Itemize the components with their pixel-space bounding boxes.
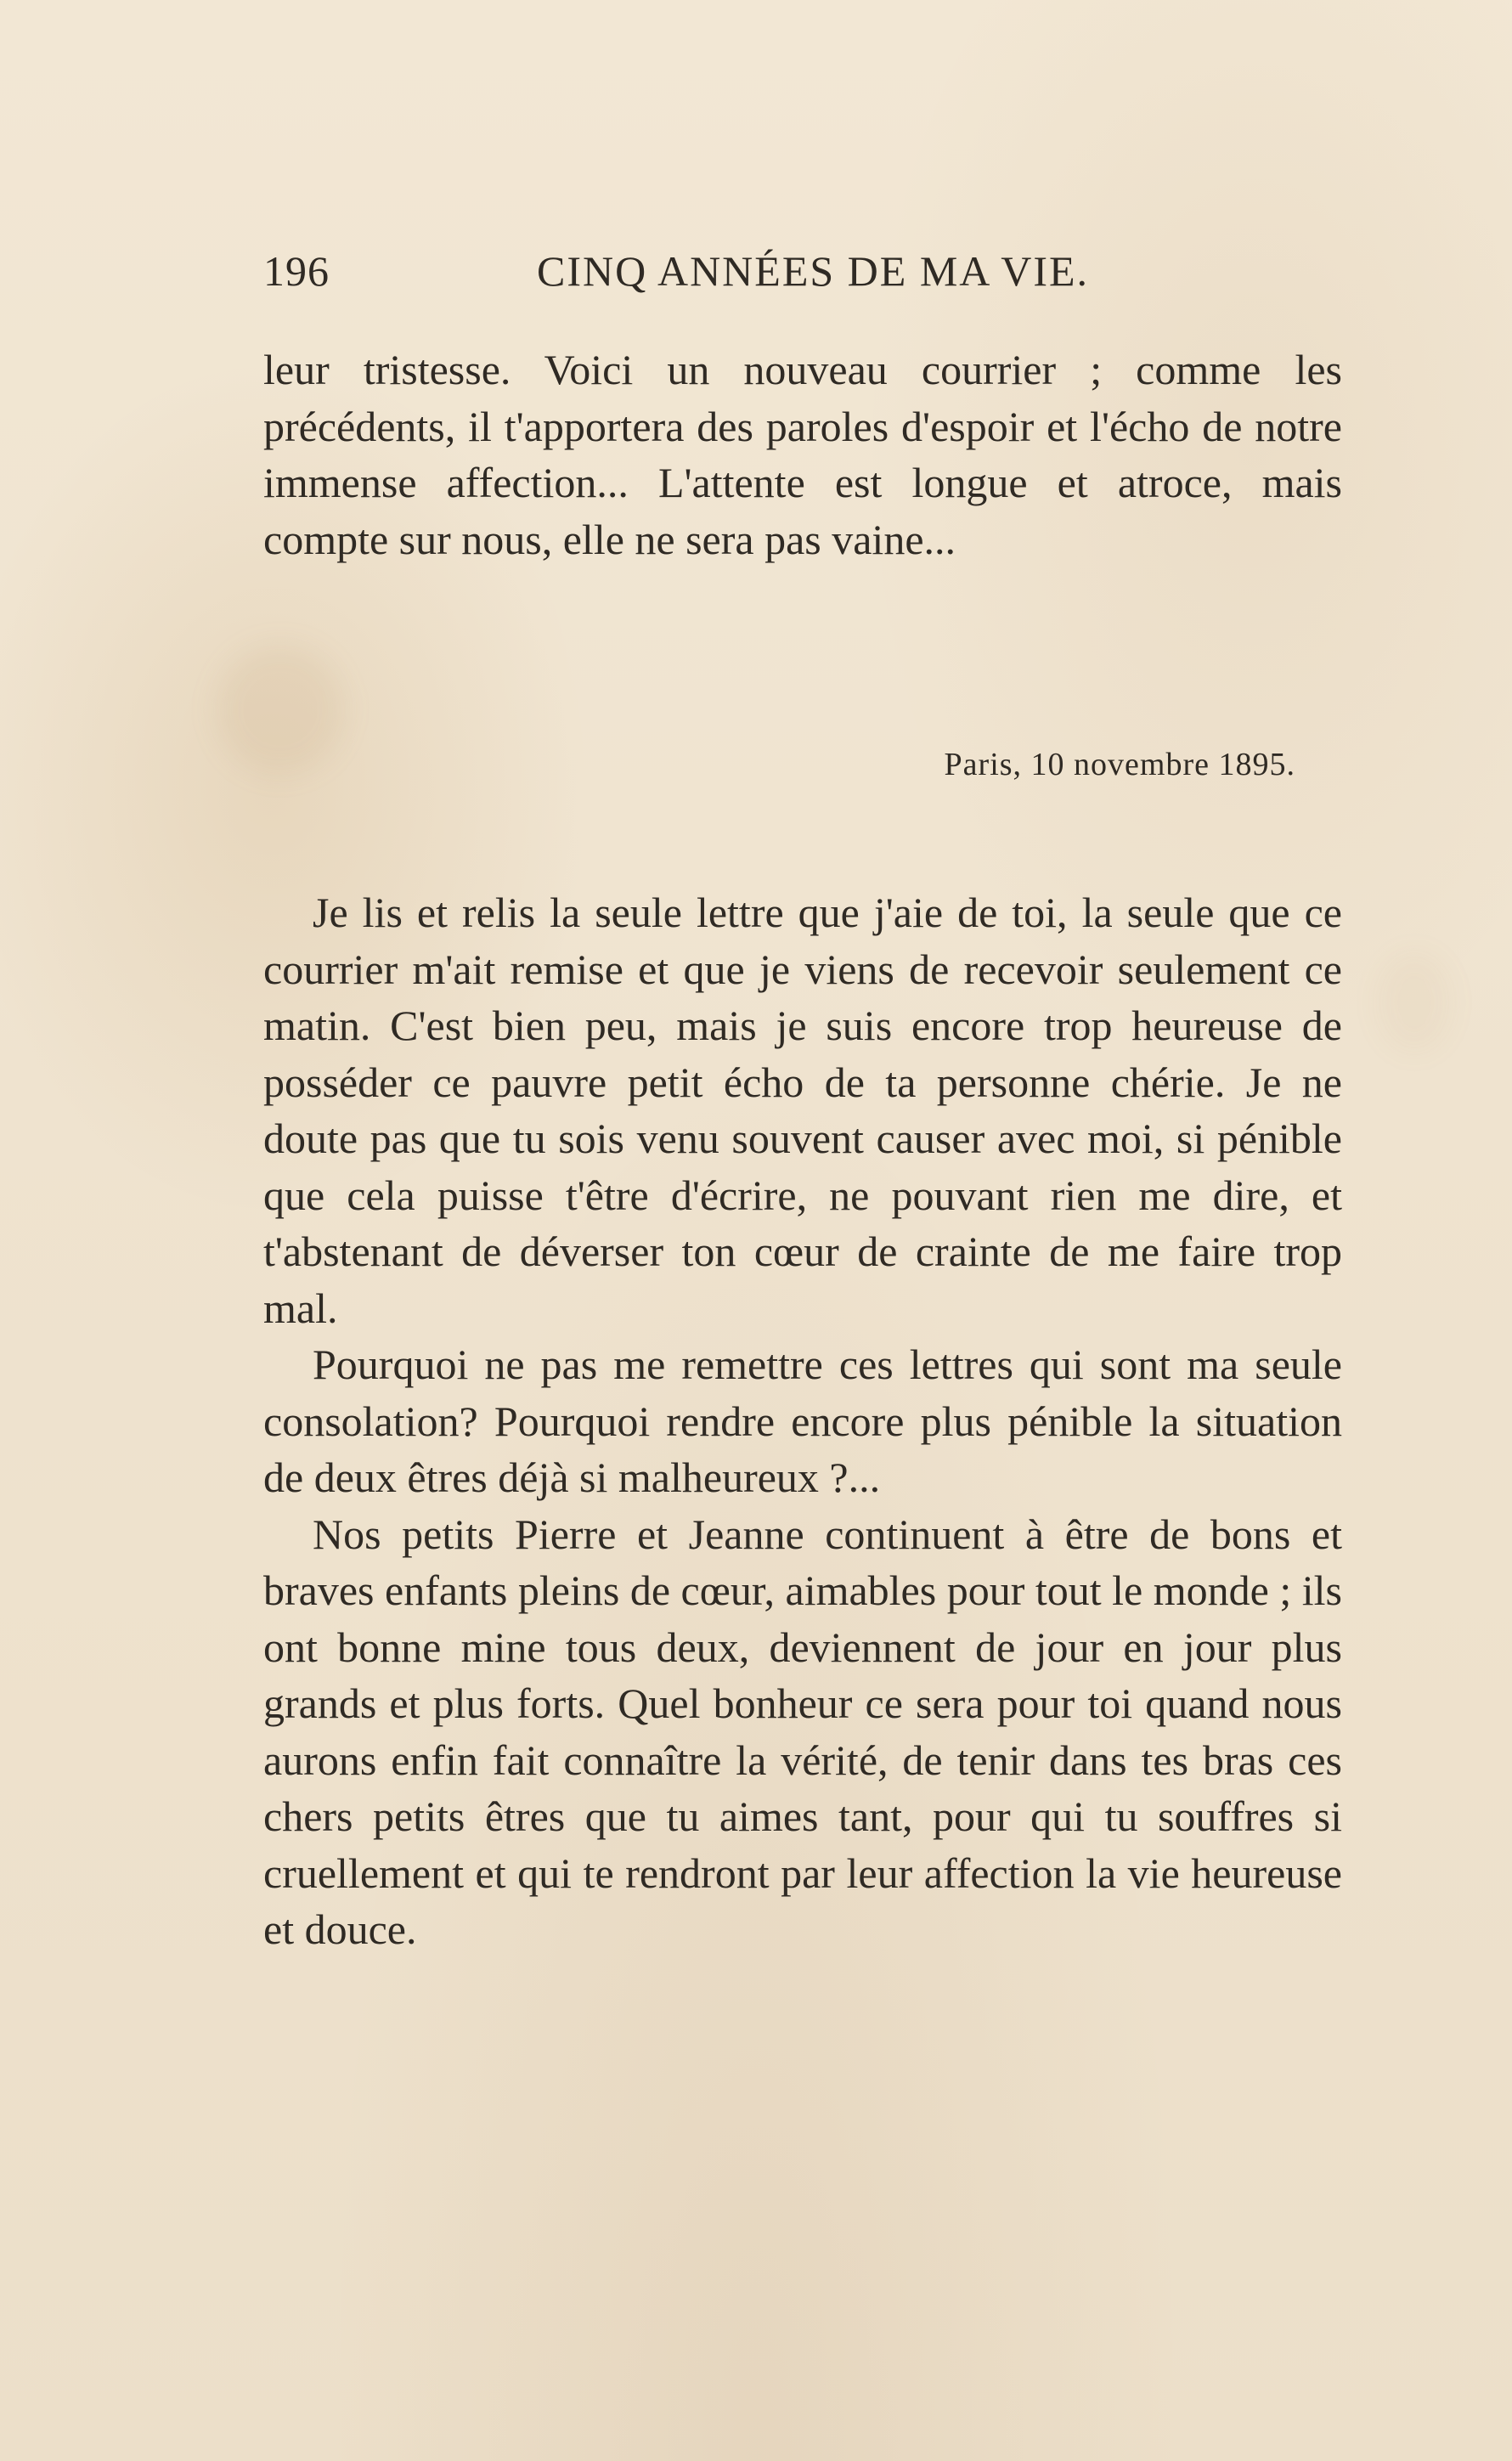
- letter-paragraph-3: Nos petits Pierre et Jeanne continuent à être de bons et braves enfants pleins de cœur, aimables pour tout le monde ; ils ont bonne mine tous deux, deviennent de jour en jour plus grands et plus forts. Quel bonheur ce sera pour toi quand nous aurons enfin fait connaître la vérité, de tenir dans tes bras ces chers petits êtres que tu aimes tant, pour qui tu souffres si cruellement et qui te rendront par leur affection la vie heureuse et douce.: [263, 1510, 1342, 1953]
- page-number: 196: [263, 247, 330, 295]
- letter-paragraph-2: Pourquoi ne pas me remettre ces lettres qui sont ma seule consolation? Pourquoi rendre encore plus pénible la situation de deux êtres déjà si malheureux ?...: [263, 1341, 1342, 1501]
- letter-text-block: [263, 884, 1342, 1958]
- paper-stain: [1376, 951, 1453, 1053]
- dateline: Paris, 10 novembre 1895.: [944, 747, 1295, 782]
- running-title: CINQ ANNÉES DE MA VIE.: [537, 247, 1090, 295]
- opening-text-block: [263, 341, 1342, 567]
- letter-paragraph-1: Je lis et relis la seule lettre que j'aie de toi, la seule que ce courrier m'ait remise et que je viens de recevoir seulement ce matin. C'est bien peu, mais je suis encore trop heureuse de posséder ce pauvre petit écho de ta personne chérie. Je ne doute pas que tu sois venu souvent causer avec moi, si pénible que cela puisse t'être d'écrire, ne pouvant rien me dire, et t'abstenant de déverser ton cœur de crainte de me faire trop mal.: [263, 889, 1342, 1332]
- page-header: [263, 246, 1342, 306]
- paper-stain: [217, 646, 344, 773]
- opening-paragraph: leur tristesse. Voici un nouveau courrier ; comme les précédents, il t'apportera des paroles d'espoir et l'écho de notre immense affection... L'attente est longue et atroce, mais compte sur nous, elle ne sera pas vaine...: [263, 346, 1342, 563]
